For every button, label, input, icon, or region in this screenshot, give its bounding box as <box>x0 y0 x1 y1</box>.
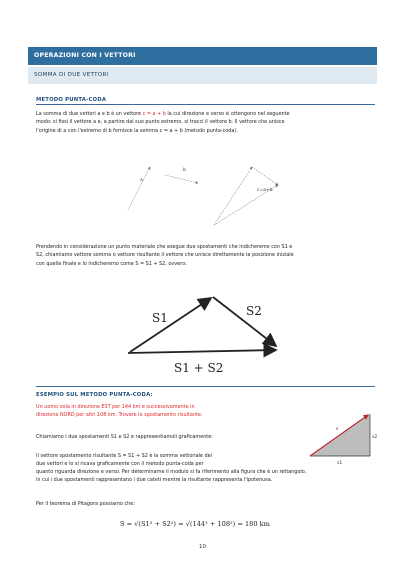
paragraph-esempio-problem <box>36 403 276 420</box>
label-s1-plus-s2: S1 + S2 <box>174 361 224 375</box>
esempio-line-5: due vettori e lo si ricava graficamente con il metodo punta-coda per <box>36 461 204 468</box>
paragraph-spostamenti <box>36 243 376 268</box>
definition-text-a: La somma di due vettori a e b è un vettore <box>36 111 143 117</box>
vector-a-copy-arrow <box>214 167 252 225</box>
page-number: 10 <box>199 544 206 550</box>
definition-formula: c = a + b <box>142 111 166 117</box>
heading-rule-2 <box>36 386 375 387</box>
label-c: c=a+b <box>257 188 273 193</box>
definition-line-3: l'origine di a con l'estremo di b fornisce la somma c = a + b (metodo punta-coda). <box>36 127 238 134</box>
vector-a-arrow <box>128 167 150 210</box>
vector-b-copy-arrow <box>252 167 278 185</box>
pythagoras-formula: S = √(S1² + S2²) = √(144² + 108²) = 180 km <box>120 520 270 528</box>
chapter-title: OPERAZIONI CON I VETTORI <box>34 52 136 59</box>
paragraph-esempio-body-2 <box>36 468 376 485</box>
heading-esempio: ESEMPIO SUL METODO PUNTA-CODA: <box>36 392 153 398</box>
label-a: a <box>140 178 143 183</box>
triangle-label-s: s <box>336 427 339 432</box>
label-s1: S1 <box>152 311 168 325</box>
vector-b-arrow <box>165 175 198 183</box>
right-triangle-diagram <box>306 406 378 466</box>
heading-rule-1 <box>36 104 375 105</box>
vector-sum-diagram <box>110 155 310 235</box>
section-title: SOMMA DI DUE VETTORI <box>34 72 109 78</box>
triangle-label-s1: s1 <box>337 461 343 466</box>
esempio-line-8: Per il teorema di Pitagora possiamo che: <box>36 501 135 507</box>
vector-s2-arrow <box>213 297 276 346</box>
paragraph-definition <box>36 110 376 135</box>
label-b: b <box>183 168 186 173</box>
definition-text-b: la cui direzione e verso si ottengono nel seguente <box>165 111 290 117</box>
esempio-line-4: Il vettore spostamento risultante S = S1 + S2 è la somma vettoriale dei <box>36 453 212 459</box>
displacement-diagram <box>118 290 298 380</box>
paragraph-esempio-body <box>36 452 286 469</box>
chapter-title-bar <box>28 47 377 65</box>
spostamenti-line-3: con quella finale e lo indicheremo come S = S1 + S2, ovvero: <box>36 260 187 267</box>
vector-s1-arrow <box>130 298 211 352</box>
vector-sum-arrow <box>128 350 276 353</box>
heading-punta-coda: METODO PUNTA-CODA <box>36 97 107 103</box>
problem-line-2: direzione NORD per altri 108 km. Trovare lo spostamento risultante. <box>36 412 203 419</box>
esempio-line-3: Chiamiamo i due spostamenti S1 e S2 e rappresentiamoli graficamente: <box>36 434 213 440</box>
definition-line-1 <box>36 110 376 118</box>
triangle-label-s2: s2 <box>372 435 378 440</box>
spostamenti-line-1: Prendendo in considerazione un punto materiale che esegue due spostamenti che indicheremo con S1 e <box>36 244 293 250</box>
section-title-bar <box>28 67 377 84</box>
spostamenti-line-2: S2, chiamiamo vettore somma o vettore risultante il vettore che unisce direttamente la posizione iniziale <box>36 252 294 259</box>
esempio-line-6: quanto riguarda direzione e verso. Per determinarne il modulo si fa riferimento alla figura che è un rettangolo, <box>36 469 307 475</box>
definition-line-2: modo: si fissi il vettore a e, a partire dal suo punto estremo, si tracci il vettore b. Il vettore che unisce <box>36 119 285 126</box>
label-s2: S2 <box>246 304 262 318</box>
esempio-line-7: in cui i due spostamenti rappresentano i due cateti mentre la risultante rappresenta l'ipotenusa. <box>36 477 273 484</box>
problem-line-1: Un uomo vola in direzione EST per 144 km e successivamente in <box>36 404 195 410</box>
